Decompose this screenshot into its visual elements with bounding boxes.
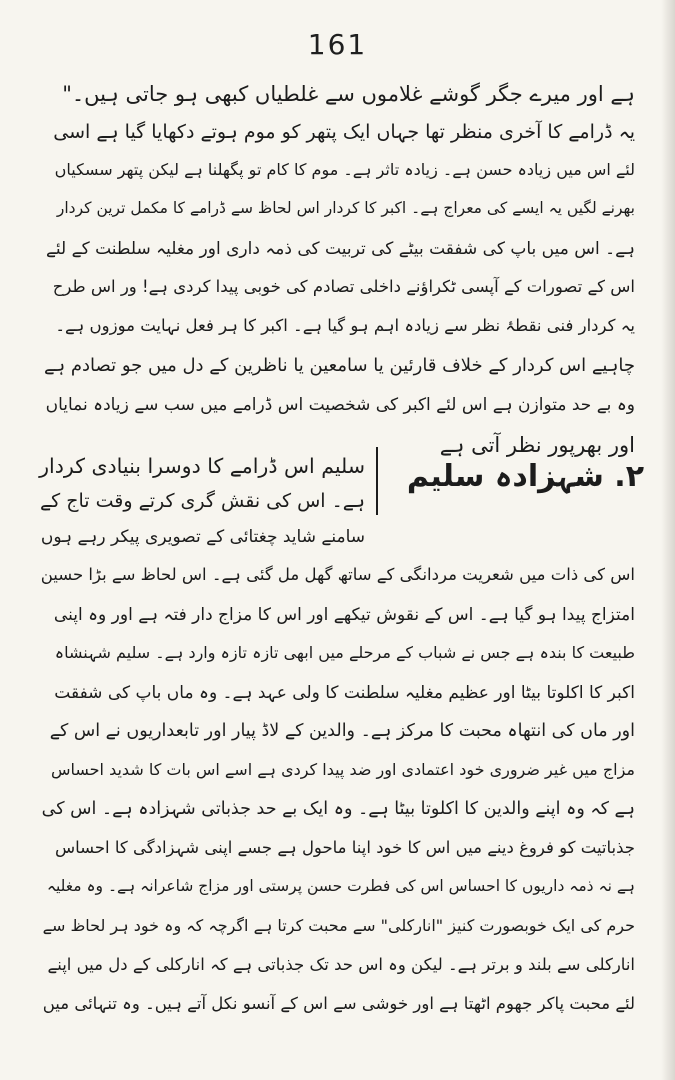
text-line: لئے اس میں زیادہ حسن ہے۔ زیادہ تاثر ہے۔ موم کا کام تو پگھلنا ہے لیکن پتھر سسکیاں	[54, 160, 635, 179]
text-line: اکبر کا اکلوتا بیٹا اور عظیم مغلیہ سلطنت کا ولی عہد ہے۔ وہ ماں باپ کی شفقت	[54, 683, 635, 703]
text-line: ہے اور میرے جگر گوشے غلاموں سے غلطیاں کبھی ہو جاتی ہیں۔"	[62, 82, 635, 106]
page-number: 161	[307, 28, 368, 61]
text-line: اس کے تصورات کے آپسی ٹکراؤنے داخلی تصادم کی خوبی پیدا کردی ہے! ور اس طرح	[52, 277, 635, 296]
text-line: لئے محبت پاکر جھوم اٹھتا ہے اور خوشی سے اس کے آنسو نکل آتے ہیں۔ وہ تنہائی میں	[42, 994, 635, 1013]
text-line: جذباتیت کو فروغ دینے میں اس کا خود اپنا ماحول ہے جسے اپنی شہزادگی کا احساس	[54, 838, 635, 857]
text-line: مزاج میں غیر ضروری خود اعتمادی اور ضد پیدا کردی ہے اسے اس بات کا شدید احساس	[50, 760, 635, 779]
text-line: ہے نہ ذمہ داریوں کا احساس اس کی فطرت حسن پرستی اور مزاج شاعرانہ ہے۔ وہ مغلیہ	[46, 877, 635, 895]
page-edge-shadow	[661, 0, 675, 1080]
side-text-line: سامنے شاید چغتائی کے تصویری پیکر رہے ہوں	[40, 527, 365, 547]
text-line: ہے کہ وہ اپنے والدین کا اکلوتا بیٹا ہے۔ وہ ایک بے حد جذباتی شہزادہ ہے۔ اس کی	[41, 799, 635, 819]
text-line: انارکلی سے بلند و برتر ہے۔ لیکن وہ اس حد تک جذباتی ہے کہ انارکلی کے دل میں اپنے	[47, 955, 635, 974]
side-text-line: سلیم اس ڈرامے کا دوسرا بنیادی کردار	[39, 454, 365, 478]
section-heading: ۲. شہزادہ سلیم	[406, 459, 644, 494]
section-heading-box	[376, 447, 644, 515]
text-line: اس کی ذات میں شعریت مردانگی کے ساتھ گھل مل گئی ہے۔ اس لحاظ سے بڑا حسین	[40, 565, 635, 584]
text-line: امتزاج پیدا ہو گیا ہے۔ اس کے نقوش تیکھے اور اس کا مزاج دار فتہ ہے اور وہ اپنی	[53, 605, 635, 625]
text-line: حرم کی ایک خوبصورت کنیز "انارکلی" سے محبت کرتا ہے اگرچہ کہ وہ خود ہر لحاظ سے	[42, 916, 635, 935]
text-line: یہ ڈرامے کا آخری منظر تھا جہاں ایک پتھر کو موم ہوتے دکھایا گیا ہے اسی	[53, 121, 635, 143]
text-line: اور ماں کی انتھاہ محبت کا مرکز ہے۔ والدین کے لاڈ پیار اور تابعداریوں نے اس کے	[49, 721, 635, 741]
text-line: طبیعت کا بندہ ہے جس نے شباب کے مرحلے میں ابھی تازہ تازہ وارد ہے۔ سلیم شہنشاہ	[54, 643, 635, 662]
text-line: بھرنے لگیں یہ ایسے کی معراج ہے۔ اکبر کا کردار اس لحاظ سے ڈرامے کا مکمل ترین کردار	[56, 199, 635, 217]
text-line: چاہیے اس کردار کے خلاف قارئین یا سامعین یا ناظرین کے دل میں جو تصادم ہے	[44, 355, 635, 376]
text-line: اور بھرپور نظر آتی ہے	[439, 433, 635, 457]
text-line: وہ بے حد متوازن ہے اس لئے اکبر کی شخصیت اس ڈرامے میں سب سے زیادہ نمایاں	[45, 395, 635, 415]
side-text-line: ہے۔ اس کی نقش گری کرتے وقت تاج کے	[40, 490, 365, 512]
text-line: ہے۔ اس میں باپ کی شفقت بیٹے کی تربیت کی ذمہ داری اور مغلیہ سلطنت کے لئے	[45, 239, 635, 259]
text-line: یہ کردار فنی نقطۂ نظر سے زیادہ اہم ہو گیا ہے۔ اکبر کا ہر فعل نہایت موزوں ہے۔	[55, 316, 635, 335]
